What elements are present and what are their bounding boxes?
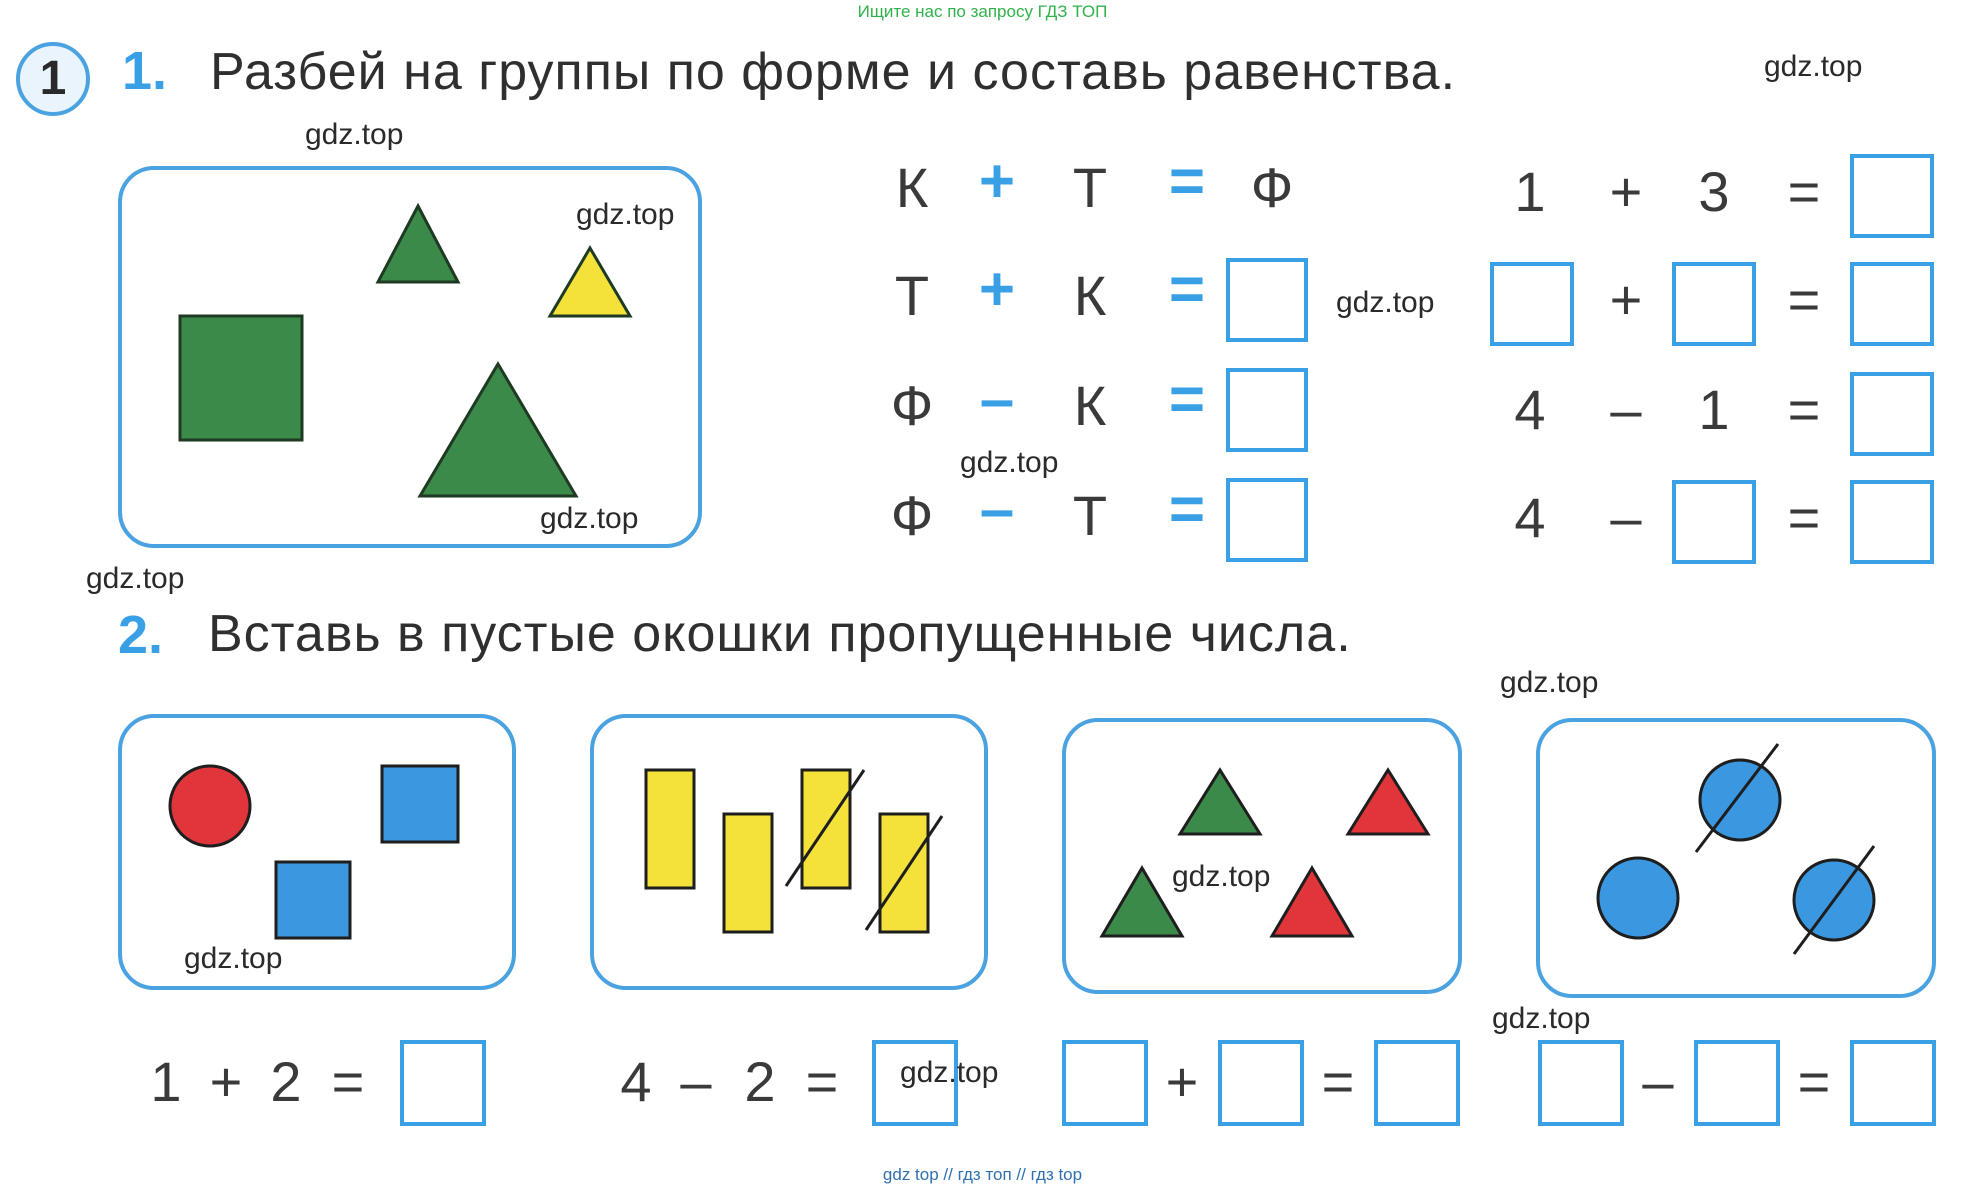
num-eq3-term1: 4	[1514, 378, 1546, 441]
lesson-number-badge: 1	[16, 42, 90, 116]
small-green-triangle	[378, 206, 458, 282]
t2-eq3-term2-box[interactable]	[1218, 1040, 1304, 1126]
t2-eq3-answer-box[interactable]	[1374, 1040, 1460, 1126]
task2-number: 2.	[118, 605, 164, 665]
task1-number: 1.	[122, 41, 168, 101]
task1-text: Разбей на группы по форме и составь равенства.	[210, 43, 1457, 101]
num-eq3-answer-box[interactable]	[1850, 372, 1934, 456]
num-eq2-term1-box[interactable]	[1490, 262, 1574, 346]
watermark: gdz.top	[305, 118, 404, 151]
letter-eq4-op: –	[979, 475, 1015, 544]
watermark: gdz.top	[1764, 50, 1863, 83]
letter-eq2-equals: =	[1168, 255, 1206, 324]
watermark: gdz.top	[184, 942, 283, 975]
watermark: gdz.top	[1500, 666, 1599, 699]
blue-square-2	[276, 862, 350, 938]
watermark: gdz.top	[900, 1056, 999, 1089]
top-banner: Ищите нас по запросу ГДЗ ТОП	[857, 2, 1108, 21]
t2-eq4-answer-box[interactable]	[1850, 1040, 1936, 1126]
t2-eq2-equals: =	[805, 1050, 839, 1113]
watermark: gdz.top	[1336, 286, 1435, 319]
letter-eq1-equals: =	[1168, 147, 1206, 216]
num-eq3-op: –	[1610, 378, 1642, 441]
letter-eq2-term2: К	[1073, 264, 1107, 327]
num-eq3-equals: =	[1787, 378, 1821, 441]
t2-eq1-answer-box[interactable]	[400, 1040, 486, 1126]
large-green-triangle	[420, 364, 576, 496]
letter-eq4-answer-box[interactable]	[1226, 478, 1308, 562]
letter-eq4-equals: =	[1168, 475, 1206, 544]
watermark: gdz.top	[540, 502, 639, 535]
num-eq1-op: +	[1609, 160, 1643, 223]
yellow-triangle	[550, 248, 630, 316]
num-eq4-op: –	[1610, 486, 1642, 549]
yellow-rect-1	[646, 770, 694, 888]
t2-eq4-equals: =	[1797, 1050, 1831, 1113]
watermark: gdz.top	[86, 562, 185, 595]
letter-eq3-term2: К	[1073, 374, 1107, 437]
num-eq4-term1: 4	[1514, 486, 1546, 549]
letter-eq3-op: –	[979, 365, 1015, 434]
task2-frame-3-shapes	[1062, 718, 1462, 994]
watermark: gdz.top	[1172, 860, 1271, 893]
num-eq4-term2-box[interactable]	[1672, 480, 1756, 564]
t2-eq1-term1: 1	[150, 1050, 182, 1113]
blue-circle-1-crossed	[1700, 760, 1780, 840]
green-triangle-1	[1180, 770, 1260, 834]
watermark: gdz.top	[576, 198, 675, 231]
t2-eq1-op: +	[209, 1050, 243, 1113]
t2-eq1-equals: =	[331, 1050, 365, 1113]
num-eq2-equals: =	[1787, 268, 1821, 331]
letter-eq3-term1: Ф	[890, 374, 934, 437]
num-eq1-term2: 3	[1698, 160, 1730, 223]
task2-frame-1-shapes	[118, 714, 516, 990]
watermark: gdz.top	[1492, 1002, 1591, 1035]
blue-square-1	[382, 766, 458, 842]
t2-eq1-term2: 2	[270, 1050, 302, 1113]
num-eq4-answer-box[interactable]	[1850, 480, 1934, 564]
num-eq1-answer-box[interactable]	[1850, 154, 1934, 238]
num-eq2-op: +	[1609, 268, 1643, 331]
letter-eq2-answer-box[interactable]	[1226, 258, 1308, 342]
num-eq1-term1: 1	[1514, 160, 1546, 223]
letter-eq4-term1: Ф	[890, 484, 934, 547]
letter-eq1-result: Ф	[1250, 156, 1294, 219]
red-circle	[170, 766, 250, 846]
task2-text: Вставь в пустые окошки пропущенные числа.	[208, 605, 1352, 663]
t2-eq4-term1-box[interactable]	[1538, 1040, 1624, 1126]
num-eq2-term2-box[interactable]	[1672, 262, 1756, 346]
task2-frame-2-shapes	[590, 714, 988, 990]
yellow-rect-2	[724, 814, 772, 932]
letter-eq4-term2: Т	[1072, 484, 1108, 547]
letter-eq2-term1: Т	[894, 264, 930, 327]
task2-frame-4-shapes	[1536, 718, 1936, 998]
t2-eq3-op: +	[1165, 1050, 1199, 1113]
t2-eq3-term1-box[interactable]	[1062, 1040, 1148, 1126]
letter-eq1-term1: К	[895, 156, 929, 219]
bottom-banner: gdz top // гдз топ // гдз top	[882, 1165, 1083, 1184]
letter-eq3-answer-box[interactable]	[1226, 368, 1308, 452]
letter-eq1-op: +	[978, 147, 1016, 216]
t2-eq4-op: –	[1642, 1050, 1674, 1113]
blue-circle-2	[1598, 858, 1678, 938]
red-triangle-2	[1272, 868, 1352, 936]
t2-eq2-op: –	[680, 1050, 712, 1113]
letter-eq2-op: +	[978, 255, 1016, 324]
green-triangle-2	[1102, 868, 1182, 936]
red-triangle-1	[1348, 770, 1428, 834]
num-eq4-equals: =	[1787, 486, 1821, 549]
letter-eq3-equals: =	[1168, 365, 1206, 434]
watermark: gdz.top	[960, 446, 1059, 479]
num-eq2-answer-box[interactable]	[1850, 262, 1934, 346]
t2-eq4-term2-box[interactable]	[1694, 1040, 1780, 1126]
t2-eq3-equals: =	[1321, 1050, 1355, 1113]
num-eq1-equals: =	[1787, 160, 1821, 223]
green-square	[180, 316, 302, 440]
letter-eq1-term2: Т	[1072, 156, 1108, 219]
num-eq3-term2: 1	[1698, 378, 1730, 441]
t2-eq2-term1: 4	[620, 1050, 652, 1113]
t2-eq2-term2: 2	[744, 1050, 776, 1113]
